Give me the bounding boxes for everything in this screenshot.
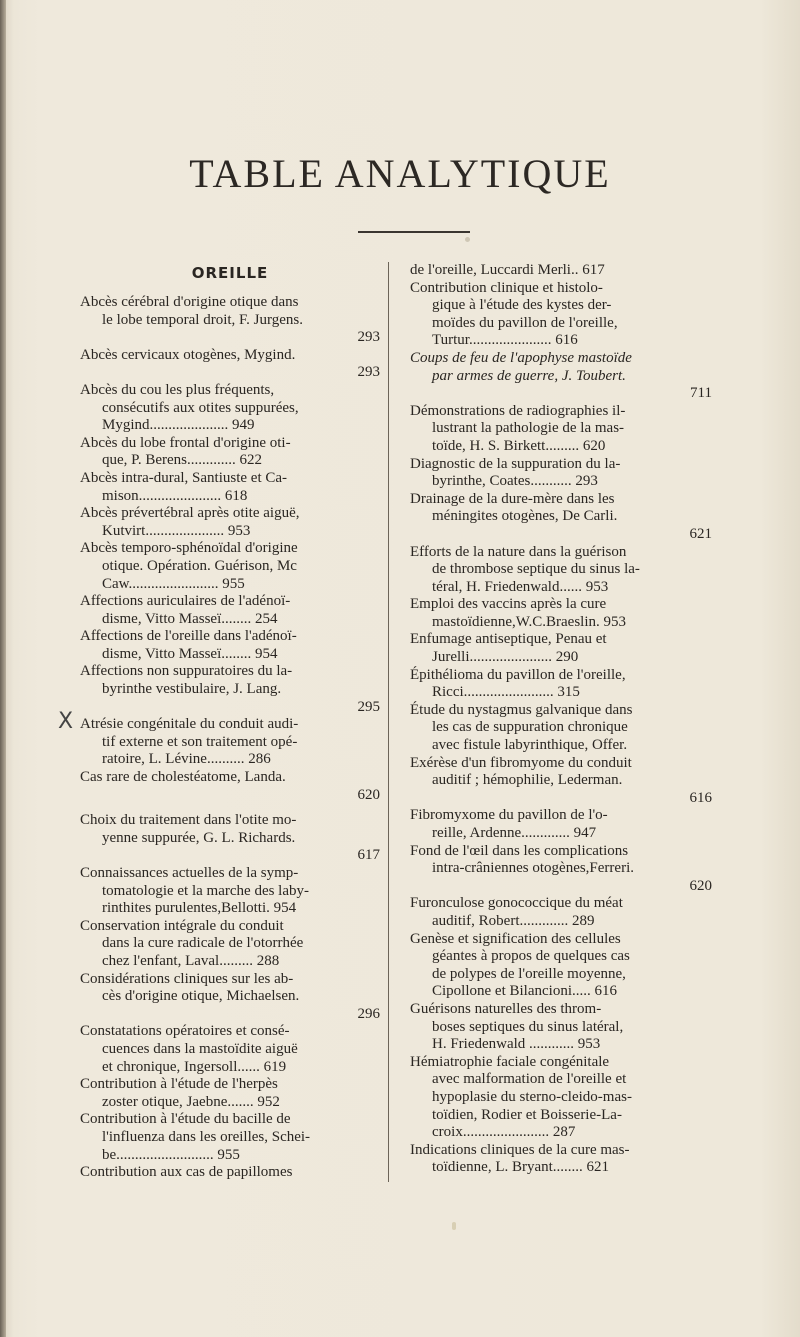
ink-spot — [465, 237, 470, 242]
entry-line: le lobe temporal droit, F. Jurgens. — [102, 311, 303, 328]
entry-line: Choix du traitement dans l'otite mo- — [80, 812, 297, 829]
index-entry — [410, 631, 712, 666]
entry-line: cès d'origine otique, Michaelsen. — [102, 988, 300, 1005]
entry-line: Cipollone et Bilancioni..... 616 — [432, 983, 617, 1000]
entry-line: tomatologie et la marche des laby- — [102, 882, 310, 899]
entry-line: Indications cliniques de la cure mas- — [410, 1141, 630, 1158]
entry-line: dans la cure radicale de l'otorrhée — [102, 935, 304, 952]
page-number: 295 — [357, 698, 380, 715]
page-number: 620 — [357, 786, 380, 803]
margin-mark: X — [58, 709, 74, 734]
entry-line: disme, Vitto Masseï........ 254 — [102, 610, 278, 627]
entry-line: l'influenza dans les oreilles, Schei- — [102, 1128, 311, 1145]
binding-edge — [0, 0, 6, 1337]
spacer — [80, 804, 380, 812]
entry-line: Abcès temporo-sphénoïdal d'origine — [80, 540, 298, 557]
entry-line: lustrant la pathologie de la mas- — [432, 420, 625, 437]
entry-line: Ricci........................ 315 — [432, 684, 580, 701]
index-entry — [80, 971, 380, 1024]
entry-line: Contribution à l'étude de l'herpès — [80, 1076, 278, 1093]
entry-line: et chronique, Ingersoll...... 619 — [102, 1058, 287, 1075]
entry-line: auditif ; hémophilie, Lederman. — [432, 772, 623, 789]
entry-line: Abcès cervicaux otogènes, Mygind. — [80, 346, 296, 363]
index-entry — [410, 456, 712, 491]
page-number: 616 — [689, 789, 712, 806]
entry-line: zoster otique, Jaebne....... 952 — [102, 1093, 280, 1110]
index-entry — [410, 262, 712, 280]
entry-line: intra-crâniennes otogènes,Ferreri. — [432, 860, 634, 877]
entry-line: Contribution aux cas de papillomes — [80, 1164, 293, 1181]
entry-line: Enfumage antiseptique, Penau et — [410, 631, 607, 648]
page-number: 621 — [689, 525, 712, 542]
entry-line: Furonculose gonococcique du méat — [410, 895, 623, 912]
index-entry — [410, 807, 712, 842]
index-entry — [410, 491, 712, 544]
index-entry — [80, 435, 380, 470]
entry-line: avec fistule labyrinthique, Offer. — [432, 737, 628, 754]
entry-line: byrinthe vestibulaire, J. Lang. — [102, 681, 282, 698]
entry-line: Jurelli...................... 290 — [432, 649, 579, 666]
index-entry — [410, 596, 712, 631]
index-entry — [410, 544, 712, 597]
entry-line: otique. Opération. Guérison, Mc — [102, 557, 297, 574]
page-number: 617 — [357, 847, 380, 864]
page-title: TABLE ANALYTIQUE — [189, 151, 611, 196]
title-rule — [358, 231, 470, 233]
entry-line: par armes de guerre, J. Toubert. — [432, 367, 626, 384]
entry-line: tif externe et son traitement opé- — [102, 733, 298, 750]
entry-line: que, P. Berens............. 622 — [102, 452, 262, 469]
entry-line: Mygind..................... 949 — [102, 417, 255, 434]
index-entry — [80, 1023, 380, 1076]
entry-line: disme, Vitto Masseï........ 954 — [102, 645, 278, 662]
entry-line: Abcès du cou les plus fréquents, — [80, 381, 275, 398]
entry-line: Démonstrations de radiographies il- — [410, 402, 626, 419]
entry-line: de polypes de l'oreille moyenne, — [432, 965, 626, 982]
entry-line: Étude du nystagmus galvanique dans — [410, 701, 633, 718]
index-entry — [410, 1001, 712, 1054]
index-entry — [410, 280, 712, 350]
column-divider — [388, 262, 389, 1182]
entry-line: cuences dans la mastoïdite aiguë — [102, 1040, 298, 1057]
entry-line: Kutvirt..................... 953 — [102, 522, 251, 539]
entry-line: boses septiques du sinus latéral, — [432, 1018, 624, 1035]
entry-line: Épithélioma du pavillon de l'oreille, — [410, 666, 626, 683]
entry-line: Abcès intra-dural, Santiuste et Ca- — [80, 469, 288, 486]
index-entry — [410, 350, 712, 403]
entry-line: Abcès prévertébral après otite aiguë, — [80, 505, 300, 522]
entry-line: mastoïdienne,W.C.Braeslin. 953 — [432, 613, 627, 630]
index-entry — [410, 755, 712, 808]
entry-line: de l'oreille, Luccardi Merli.. 617 — [410, 262, 605, 278]
entry-line: H. Friedenwald ............ 953 — [432, 1036, 601, 1053]
index-entry — [410, 843, 712, 896]
entry-line: auditif, Robert............. 289 — [432, 912, 595, 929]
index-entry — [410, 667, 712, 702]
entry-line: Fibromyxome du pavillon de l'o- — [410, 807, 608, 824]
entry-line: reille, Ardenne............. 947 — [432, 825, 597, 841]
entry-line: Caw........................ 955 — [102, 575, 245, 592]
entry-line: de thrombose septique du sinus la- — [432, 561, 640, 578]
entry-line: Considérations cliniques sur les ab- — [80, 970, 294, 987]
entry-line: géantes à propos de quelques cas — [432, 948, 630, 965]
index-entry — [80, 593, 380, 628]
entry-line: rinthites purulentes,Bellotti. 954 — [102, 900, 297, 917]
index-entry — [80, 540, 380, 593]
entry-line: Diagnostic de la suppuration du la- — [410, 455, 621, 472]
entry-line: téral, H. Friedenwald...... 953 — [432, 578, 609, 595]
index-entry — [80, 865, 380, 918]
entry-line: Affections auriculaires de l'adénoï- — [80, 593, 291, 610]
index-entry — [80, 470, 380, 505]
index-entry — [410, 931, 712, 1001]
entry-line: Efforts de la nature dans la guérison — [410, 543, 627, 560]
entry-line: Abcès cérébral d'origine otique dans — [80, 294, 299, 310]
index-entry — [80, 1164, 380, 1182]
index-entry — [80, 1111, 380, 1164]
index-entry — [80, 663, 380, 716]
index-entry — [410, 702, 712, 755]
index-entry — [80, 505, 380, 540]
entry-line: moïdes du pavillon de l'oreille, — [432, 314, 618, 331]
entry-line: Emploi des vaccins après la cure — [410, 596, 607, 613]
entry-line: consécutifs aux otites suppurées, — [102, 399, 299, 416]
entry-line: Turtur...................... 616 — [432, 332, 578, 349]
entry-line: Contribution à l'étude du bacille de — [80, 1111, 291, 1128]
index-entry — [80, 382, 380, 435]
index-entry — [80, 294, 380, 347]
entry-line: Cas rare de cholestéatome, Landa. — [80, 769, 286, 786]
entry-line: chez l'enfant, Laval......... 288 — [102, 952, 280, 969]
left-column — [80, 262, 380, 1182]
page-number: 711 — [690, 385, 712, 402]
entry-line: Hémiatrophie faciale congénitale — [410, 1053, 610, 1070]
entry-line: Drainage de la dure-mère dans les — [410, 490, 615, 507]
entry-line: Genèse et signification des cellules — [410, 930, 621, 947]
page-number: 296 — [357, 1005, 380, 1022]
entry-line: Affections non suppuratoires du la- — [80, 663, 293, 680]
index-entry — [80, 716, 380, 769]
page-number: 620 — [689, 877, 712, 894]
right-column — [410, 262, 712, 1177]
entry-line: byrinthe, Coates........... 293 — [432, 473, 598, 490]
entry-line: Abcès du lobe frontal d'origine oti- — [80, 434, 291, 451]
entry-line: Affections de l'oreille dans l'adénoï- — [80, 628, 297, 645]
entry-line: toïdien, Rodier et Boisserie-La- — [432, 1106, 622, 1123]
index-entry — [410, 403, 712, 456]
index-entry — [80, 347, 380, 382]
entry-line: Contribution clinique et histolo- — [410, 279, 603, 296]
entry-line: Coups de feu de l'apophyse mastoïde — [410, 349, 632, 366]
index-entry — [80, 1076, 380, 1111]
entry-line: gique à l'étude des kystes der- — [432, 297, 612, 314]
index-entry — [80, 769, 380, 804]
page-number: 293 — [357, 329, 380, 346]
entry-line: Connaissances actuelles de la symp- — [80, 865, 299, 881]
entry-line: toïdienne, L. Bryant........ 621 — [432, 1159, 610, 1176]
index-entry — [80, 628, 380, 663]
entry-line: toïde, H. S. Birkett......... 620 — [432, 437, 606, 454]
entry-line: hypoplasie du sterno-cleido-mas- — [432, 1088, 632, 1105]
entry-line: Fond de l'œil dans les complications — [410, 842, 629, 859]
entry-line: Atrésie congénitale du conduit audi- — [80, 716, 299, 733]
entry-line: yenne suppurée, G. L. Richards. — [102, 829, 296, 846]
index-entry — [80, 918, 380, 971]
entry-line: Guérisons naturelles des throm- — [410, 1000, 602, 1017]
ink-spot — [452, 1222, 456, 1230]
index-entry — [410, 895, 712, 930]
entry-line: Exérèse d'un fibromyome du conduit — [410, 754, 632, 771]
entry-line: be.......................... 955 — [102, 1146, 240, 1163]
index-entry — [80, 812, 380, 865]
entry-line: les cas de suppuration chronique — [432, 719, 628, 736]
entry-line: avec malformation de l'oreille et — [432, 1071, 627, 1088]
entry-line: Conservation intégrale du conduit — [80, 917, 284, 934]
page-number: 293 — [357, 364, 380, 381]
section-heading: OREILLE — [191, 264, 269, 282]
entry-line: Constatations opératoires et consé- — [80, 1023, 290, 1040]
index-entry — [410, 1142, 712, 1177]
entry-line: méningites otogènes, De Carli. — [432, 508, 618, 525]
entry-line: croix....................... 287 — [432, 1124, 576, 1141]
entry-line: mison...................... 618 — [102, 487, 248, 504]
index-entry — [410, 1054, 712, 1142]
entry-line: ratoire, L. Lévine.......... 286 — [102, 751, 271, 768]
